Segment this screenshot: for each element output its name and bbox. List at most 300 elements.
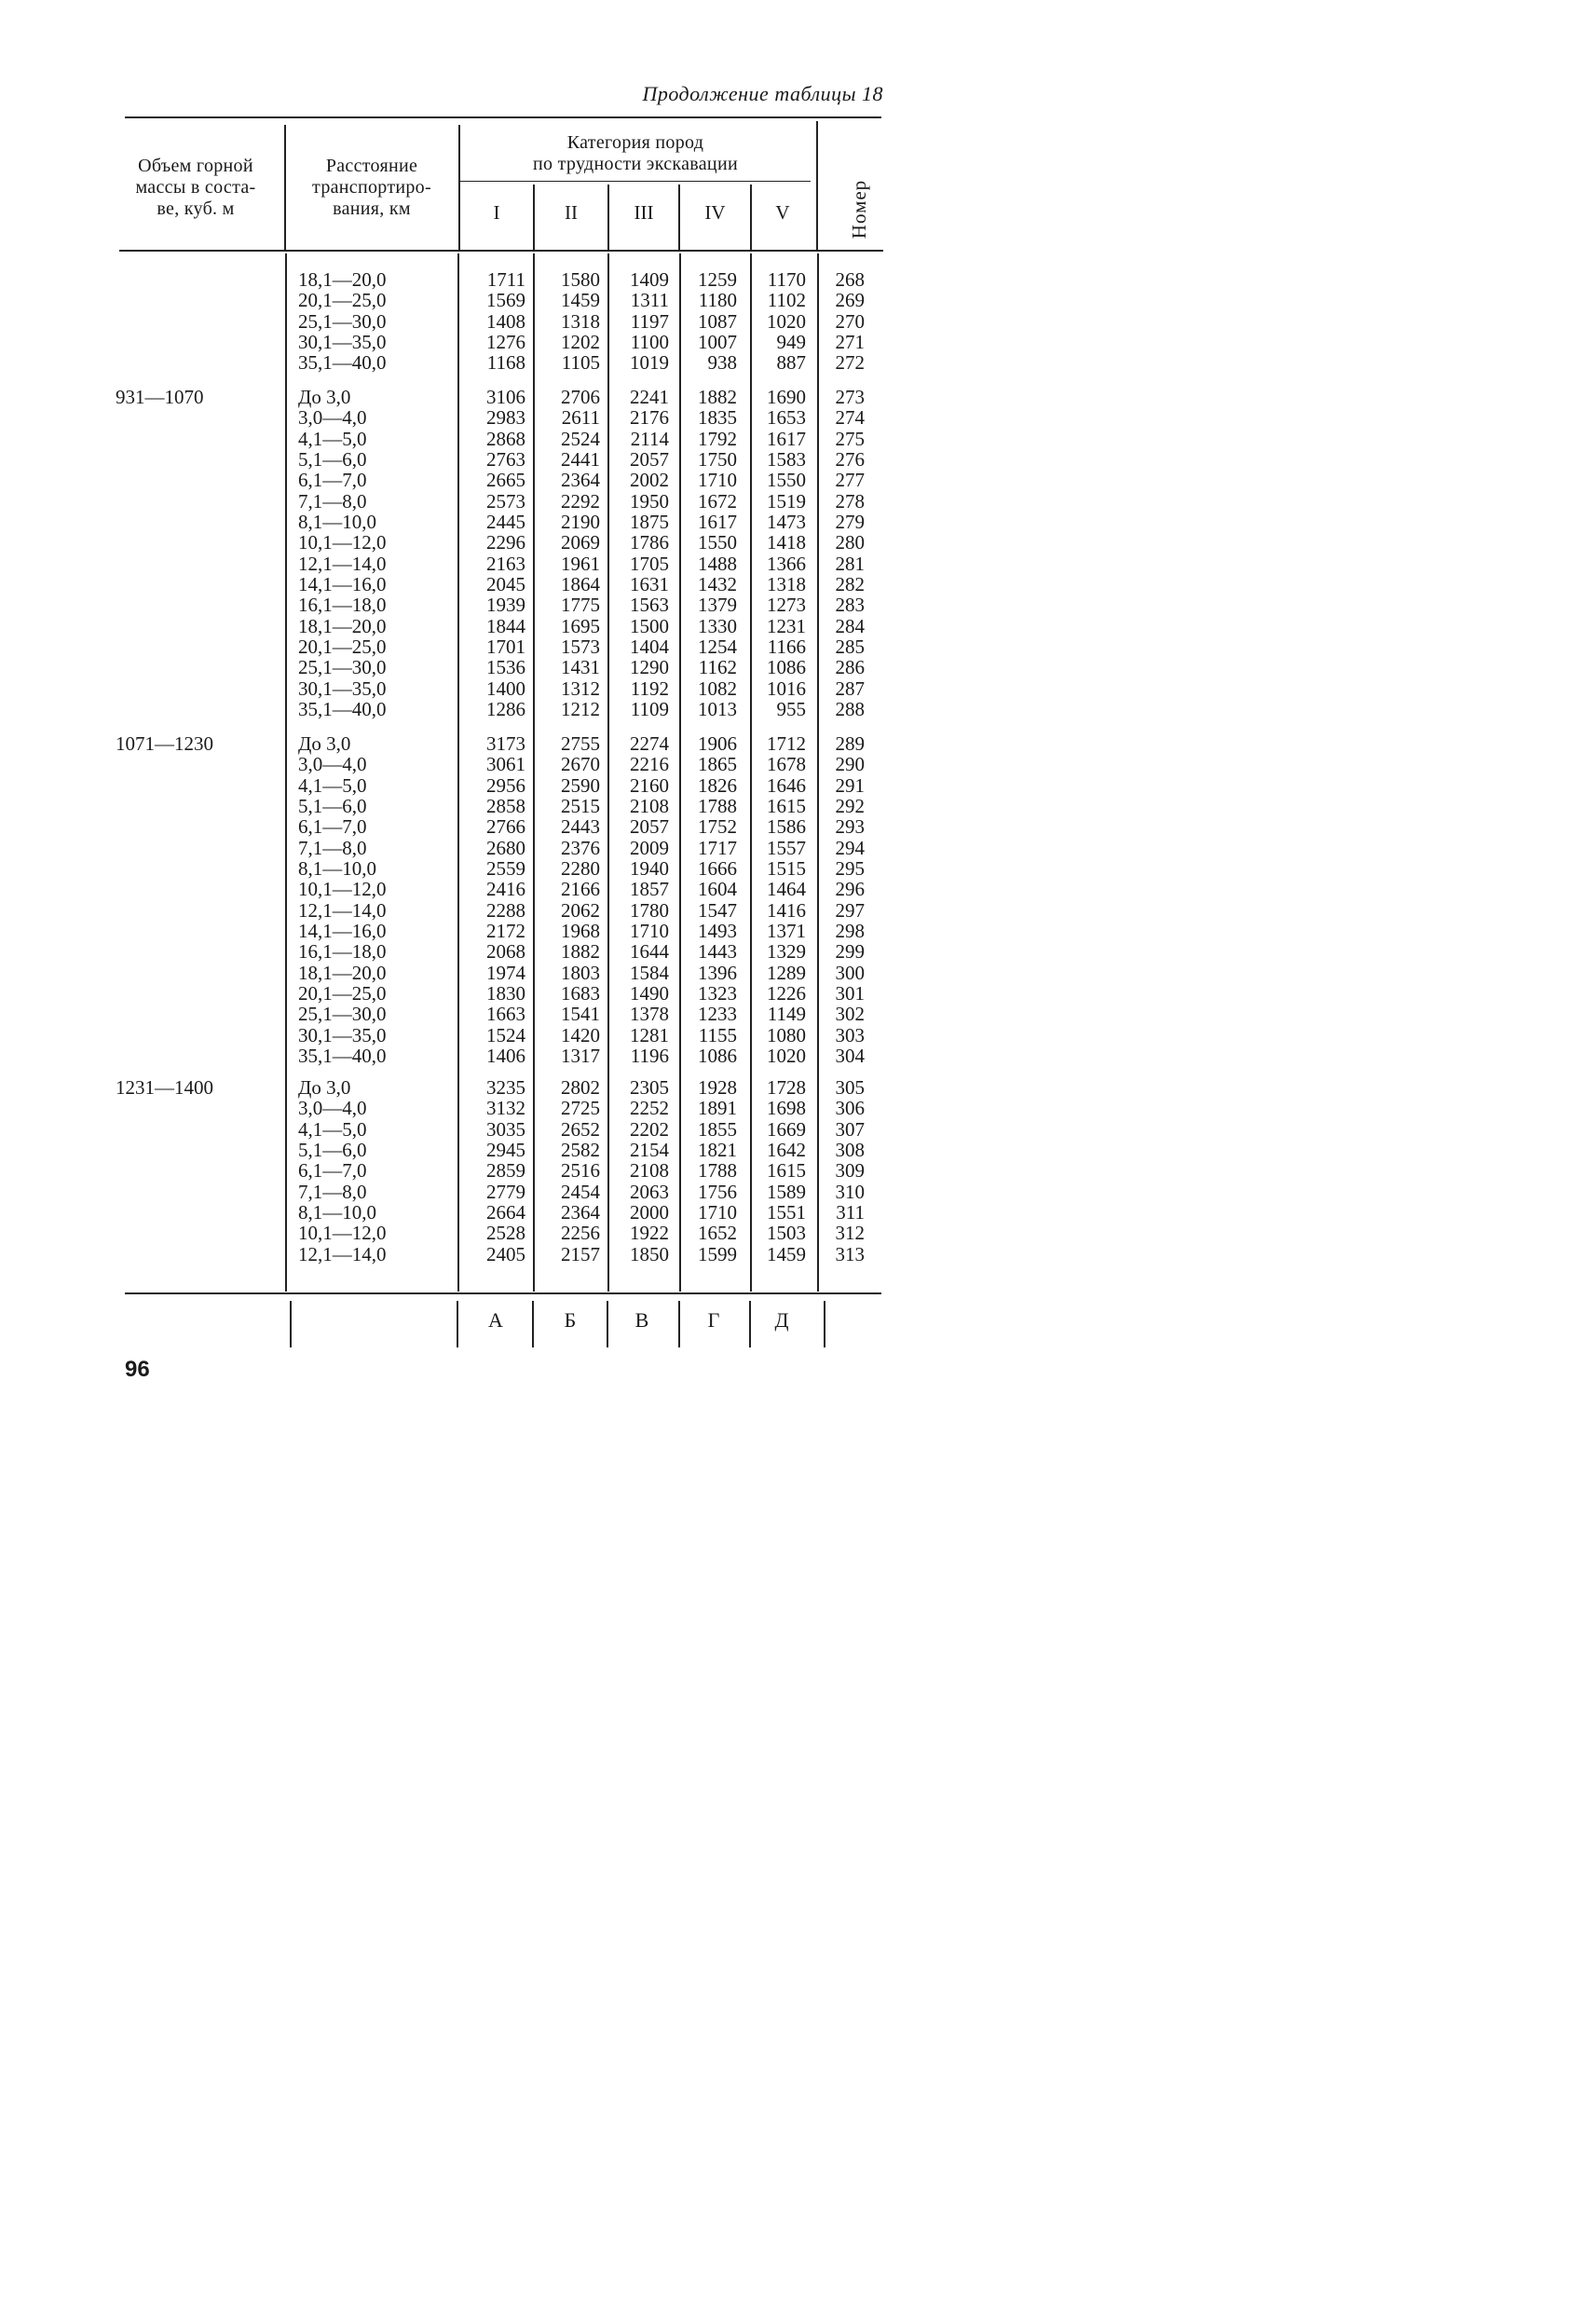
category-2-cell: 1212	[561, 698, 600, 721]
distance-cell: 18,1—20,0	[298, 614, 387, 637]
category-2-cell: 1202	[561, 331, 600, 354]
table-row	[0, 387, 1008, 407]
row-group	[0, 733, 1008, 1067]
row-number-cell: 311	[836, 1201, 865, 1224]
category-label-5: V	[775, 201, 790, 224]
category-3-cell: 2305	[630, 1076, 669, 1099]
category-4-cell: 1710	[698, 469, 737, 492]
distance-cell: 10,1—12,0	[298, 531, 387, 554]
category-5-cell: 1712	[767, 732, 806, 755]
category-3-cell: 1875	[630, 511, 669, 534]
row-number-cell: 297	[835, 898, 865, 922]
table-row	[0, 879, 1008, 899]
row-number-cell: 298	[835, 920, 865, 943]
category-5-cell: 1503	[767, 1222, 806, 1245]
category-3-cell: 1197	[630, 309, 669, 333]
row-number-cell: 279	[835, 511, 865, 534]
category-4-cell: 1599	[698, 1242, 737, 1265]
category-label-4: IV	[704, 201, 726, 224]
category-5-cell: 1642	[767, 1139, 806, 1162]
row-number-cell: 289	[835, 732, 865, 755]
category-2-cell: 2190	[561, 511, 600, 534]
category-2-cell: 2590	[561, 773, 600, 797]
table-row	[0, 754, 1008, 774]
table-row	[0, 983, 1008, 1004]
category-1-cell: 1830	[486, 982, 525, 1005]
category-5-cell: 1669	[767, 1117, 806, 1141]
category-2-cell: 2515	[561, 795, 600, 818]
category-2-cell: 1459	[561, 289, 600, 312]
category-4-cell: 1550	[698, 531, 737, 554]
category-3-cell: 2202	[630, 1117, 669, 1141]
page-number: 96	[125, 1357, 150, 1382]
category-1-cell: 1276	[486, 331, 525, 354]
category-3-cell: 1940	[630, 857, 669, 881]
table-row	[0, 1025, 1008, 1046]
category-1-cell: 2664	[486, 1201, 525, 1224]
category-4-cell: 1155	[698, 1023, 737, 1046]
row-number-cell: 268	[835, 268, 865, 291]
category-3-cell: 1378	[630, 1003, 669, 1026]
category-2-cell: 1803	[561, 961, 600, 984]
distance-cell: 6,1—7,0	[298, 815, 367, 839]
category-2-cell: 1541	[561, 1003, 600, 1026]
distance-cell: 6,1—7,0	[298, 1159, 367, 1183]
category-1-cell: 1701	[486, 636, 525, 659]
footer-divider-2	[457, 1301, 458, 1347]
category-2-cell: 2364	[561, 469, 600, 492]
category-4-cell: 1891	[698, 1097, 737, 1120]
table-row	[0, 1046, 1008, 1066]
category-4-cell: 1488	[698, 552, 737, 575]
distance-cell: 8,1—10,0	[298, 1201, 376, 1224]
category-4-cell: 1717	[698, 836, 737, 859]
category-4-cell: 1865	[698, 753, 737, 776]
row-number-cell: 304	[835, 1045, 865, 1068]
category-4-cell: 1087	[698, 309, 737, 333]
distance-column-header	[293, 156, 451, 220]
category-5-cell: 1678	[767, 753, 806, 776]
distance-cell: 8,1—10,0	[298, 511, 376, 534]
table-row	[0, 678, 1008, 699]
row-number-cell: 287	[835, 677, 865, 700]
category-3-cell: 1311	[630, 289, 669, 312]
row-number-cell: 303	[835, 1023, 865, 1046]
row-number-cell: 295	[835, 857, 865, 881]
distance-cell: 5,1—6,0	[298, 795, 367, 818]
table-row	[0, 512, 1008, 532]
category-1-cell: 2956	[486, 773, 525, 797]
category-4-cell: 1180	[698, 289, 737, 312]
category-3-cell: 2274	[630, 732, 669, 755]
category-1-cell: 2983	[486, 406, 525, 430]
table-row	[0, 1098, 1008, 1118]
category-5-cell: 1016	[767, 677, 806, 700]
category-2-cell: 1431	[561, 656, 600, 679]
category-4-cell: 1928	[698, 1076, 737, 1099]
category-1-cell: 3061	[486, 753, 525, 776]
category-1-cell: 1524	[486, 1023, 525, 1046]
category-3-cell: 2160	[630, 773, 669, 797]
category-2-cell: 1573	[561, 636, 600, 659]
category-2-cell: 2582	[561, 1139, 600, 1162]
category-5-cell: 1464	[767, 878, 806, 901]
table-row	[0, 470, 1008, 490]
table-row	[0, 1182, 1008, 1202]
category-3-cell: 2002	[630, 469, 669, 492]
category-2-cell: 1695	[561, 614, 600, 637]
category-1-cell: 1939	[486, 594, 525, 617]
distance-header-line3: вания, км	[333, 198, 411, 219]
category-4-cell: 1826	[698, 773, 737, 797]
category-1-cell: 2288	[486, 898, 525, 922]
volume-range: 1231—1400	[116, 1076, 213, 1099]
distance-cell: 4,1—5,0	[298, 427, 367, 450]
category-5-cell: 1086	[767, 656, 806, 679]
category-4-cell: 1493	[698, 920, 737, 943]
distance-header-line2: транспортиро-	[312, 177, 431, 198]
category-3-cell: 1850	[630, 1242, 669, 1265]
category-1-cell: 2172	[486, 920, 525, 943]
category-1-cell: 2766	[486, 815, 525, 839]
table-row	[0, 657, 1008, 677]
category-2-cell: 1317	[561, 1045, 600, 1068]
table-row	[0, 1160, 1008, 1181]
distance-cell: 30,1—35,0	[298, 677, 387, 700]
distance-cell: 3,0—4,0	[298, 1097, 367, 1120]
volume-header-line1: Объем горной	[138, 156, 253, 176]
category-5-cell: 1273	[767, 594, 806, 617]
category-2-cell: 2454	[561, 1180, 600, 1203]
number-column-header: Номер	[848, 179, 871, 239]
category-1-cell: 2945	[486, 1139, 525, 1162]
category-1-cell: 2573	[486, 489, 525, 513]
row-number-cell: 306	[835, 1097, 865, 1120]
category-1-cell: 3132	[486, 1097, 525, 1120]
category-3-cell: 1196	[630, 1045, 669, 1068]
category-2-cell: 1882	[561, 940, 600, 964]
category-3-cell: 1705	[630, 552, 669, 575]
row-number-cell: 271	[835, 331, 865, 354]
category-4-cell: 1379	[698, 594, 737, 617]
header-divider-number	[816, 121, 818, 250]
category-2-cell: 2516	[561, 1159, 600, 1183]
category-2-cell: 2443	[561, 815, 600, 839]
category-3-cell: 1563	[630, 594, 669, 617]
row-number-cell: 305	[835, 1076, 865, 1099]
category-3-cell: 1631	[630, 573, 669, 596]
category-5-cell: 1329	[767, 940, 806, 964]
distance-cell: 20,1—25,0	[298, 289, 387, 312]
category-1-cell: 2858	[486, 795, 525, 818]
row-number-cell: 273	[835, 386, 865, 408]
category-3-cell: 1290	[630, 656, 669, 679]
category-1-cell: 1406	[486, 1045, 525, 1068]
category-3-cell: 2057	[630, 815, 669, 839]
category-1-cell: 1711	[486, 268, 525, 291]
distance-cell: 3,0—4,0	[298, 753, 367, 776]
category-3-cell: 2108	[630, 1159, 669, 1183]
distance-cell: 35,1—40,0	[298, 1045, 387, 1068]
table-row	[0, 1244, 1008, 1265]
category-1-cell: 3173	[486, 732, 525, 755]
category-1-cell: 1844	[486, 614, 525, 637]
distance-cell: 20,1—25,0	[298, 636, 387, 659]
volume-range: 1071—1230	[116, 732, 213, 755]
category-5-cell: 1728	[767, 1076, 806, 1099]
category-3-cell: 1500	[630, 614, 669, 637]
category-3-cell: 2216	[630, 753, 669, 776]
category-5-cell: 1102	[767, 289, 806, 312]
category-1-cell: 2665	[486, 469, 525, 492]
category-5-cell: 1231	[767, 614, 806, 637]
category-4-cell: 1086	[698, 1045, 737, 1068]
category-1-cell: 2296	[486, 531, 525, 554]
row-number-cell: 275	[835, 427, 865, 450]
category-5-cell: 1371	[767, 920, 806, 943]
category-3-cell: 2000	[630, 1201, 669, 1224]
category-5-cell: 1289	[767, 961, 806, 984]
table-row	[0, 290, 1008, 310]
row-number-cell: 281	[835, 552, 865, 575]
footer-letter-4: Г	[707, 1308, 720, 1332]
category-3-cell: 1192	[630, 677, 669, 700]
category-3-cell: 2241	[630, 386, 669, 408]
category-4-cell: 1752	[698, 815, 737, 839]
table-row	[0, 1077, 1008, 1098]
footer-letter-3: В	[634, 1308, 649, 1332]
row-number-cell: 277	[835, 469, 865, 492]
category-3-cell: 2063	[630, 1180, 669, 1203]
category-5-cell: 955	[776, 698, 806, 721]
category-4-cell: 1788	[698, 795, 737, 818]
distance-cell: 14,1—16,0	[298, 573, 387, 596]
category-4-cell: 1323	[698, 982, 737, 1005]
category-5-cell: 1615	[767, 795, 806, 818]
table-row	[0, 532, 1008, 553]
category-4-cell: 1233	[698, 1003, 737, 1026]
category-1-cell: 2045	[486, 573, 525, 596]
category-3-cell: 1644	[630, 940, 669, 964]
category-1-cell: 2680	[486, 836, 525, 859]
distance-header-line1: Расстояние	[325, 156, 418, 176]
category-1-cell: 2405	[486, 1242, 525, 1265]
category-5-cell: 1617	[767, 427, 806, 450]
distance-cell: 25,1—30,0	[298, 309, 387, 333]
category-5-cell: 1149	[767, 1003, 806, 1026]
category-1-cell: 2528	[486, 1222, 525, 1245]
row-number-cell: 308	[835, 1139, 865, 1162]
category-2-cell: 1105	[561, 351, 600, 375]
distance-cell: 35,1—40,0	[298, 351, 387, 375]
footer-letter-5: Д	[774, 1308, 789, 1332]
category-2-cell: 1318	[561, 309, 600, 333]
table-row	[0, 775, 1008, 796]
distance-cell: До 3,0	[298, 732, 351, 755]
distance-cell: 10,1—12,0	[298, 1222, 387, 1245]
table-row	[0, 1119, 1008, 1140]
row-number-cell: 313	[835, 1242, 865, 1265]
category-5-cell: 1366	[767, 552, 806, 575]
table-row	[0, 491, 1008, 512]
category-1-cell: 3235	[486, 1076, 525, 1099]
distance-cell: 6,1—7,0	[298, 469, 367, 492]
category-2-cell: 2524	[561, 427, 600, 450]
table-row	[0, 1140, 1008, 1160]
table-row	[0, 616, 1008, 636]
distance-cell: До 3,0	[298, 1076, 351, 1099]
row-number-cell: 299	[835, 940, 865, 964]
category-5-cell: 949	[776, 331, 806, 354]
row-number-cell: 309	[835, 1159, 865, 1183]
category-2-cell: 2725	[561, 1097, 600, 1120]
table-row	[0, 963, 1008, 983]
category-5-cell: 1646	[767, 773, 806, 797]
category-5-cell: 1473	[767, 511, 806, 534]
category-3-cell: 1490	[630, 982, 669, 1005]
table-row	[0, 269, 1008, 290]
distance-cell: 30,1—35,0	[298, 331, 387, 354]
row-number-cell: 312	[835, 1222, 865, 1245]
row-number-cell: 286	[835, 656, 865, 679]
category-5-cell: 1020	[767, 309, 806, 333]
category-header-line1: Категория пород	[566, 132, 704, 153]
category-2-cell: 2706	[561, 386, 600, 408]
category-1-cell: 1569	[486, 289, 525, 312]
table-top-rule	[125, 116, 881, 118]
category-1-cell: 2068	[486, 940, 525, 964]
category-3-cell: 2009	[630, 836, 669, 859]
category-2-cell: 1420	[561, 1023, 600, 1046]
row-number-cell: 301	[835, 982, 865, 1005]
category-4-cell: 1162	[698, 656, 737, 679]
category-1-cell: 2868	[486, 427, 525, 450]
category-1-cell: 1663	[486, 1003, 525, 1026]
distance-cell: 4,1—5,0	[298, 773, 367, 797]
distance-cell: 30,1—35,0	[298, 1023, 387, 1046]
distance-cell: 25,1—30,0	[298, 1003, 387, 1026]
category-4-cell: 1617	[698, 511, 737, 534]
category-label-1: I	[493, 201, 500, 224]
category-5-cell: 1166	[767, 636, 806, 659]
category-1-cell: 2416	[486, 878, 525, 901]
row-number-cell: 302	[835, 1003, 865, 1026]
distance-cell: 7,1—8,0	[298, 1180, 367, 1203]
category-2-cell: 1968	[561, 920, 600, 943]
volume-header-line2: массы в соста-	[135, 177, 256, 198]
category-4-cell: 938	[707, 351, 737, 375]
row-number-cell: 278	[835, 489, 865, 513]
table-row	[0, 554, 1008, 574]
category-4-cell: 1750	[698, 448, 737, 472]
category-1-cell: 2445	[486, 511, 525, 534]
category-3-cell: 2176	[630, 406, 669, 430]
category-header-rule	[460, 181, 811, 182]
category-1-cell: 2163	[486, 552, 525, 575]
table-row	[0, 733, 1008, 754]
category-1-cell: 3035	[486, 1117, 525, 1141]
header-divider-volume	[284, 125, 286, 250]
category-3-cell: 1281	[630, 1023, 669, 1046]
category-5-cell: 1226	[767, 982, 806, 1005]
category-2-cell: 2256	[561, 1222, 600, 1245]
table-row	[0, 311, 1008, 332]
category-2-cell: 2652	[561, 1117, 600, 1141]
row-group	[0, 269, 1008, 374]
footer-letter-1: А	[488, 1308, 503, 1332]
category-4-cell: 1821	[698, 1139, 737, 1162]
category-3-cell: 1109	[630, 698, 669, 721]
distance-cell: 5,1—6,0	[298, 448, 367, 472]
category-1-cell: 1168	[486, 351, 525, 375]
category-4-cell: 1835	[698, 406, 737, 430]
row-number-cell: 288	[835, 698, 865, 721]
table-row	[0, 1223, 1008, 1243]
category-4-cell: 1792	[698, 427, 737, 450]
row-number-cell: 292	[835, 795, 865, 818]
category-3-cell: 2114	[630, 427, 669, 450]
row-number-cell: 274	[835, 406, 865, 430]
category-1-cell: 1400	[486, 677, 525, 700]
category-4-cell: 1666	[698, 857, 737, 881]
category-1-cell: 2859	[486, 1159, 525, 1183]
category-3-cell: 2252	[630, 1097, 669, 1120]
category-5-cell: 1690	[767, 386, 806, 408]
category-2-cell: 2364	[561, 1201, 600, 1224]
category-2-cell: 2069	[561, 531, 600, 554]
category-4-cell: 1882	[698, 386, 737, 408]
row-group	[0, 387, 1008, 720]
category-4-cell: 1082	[698, 677, 737, 700]
row-number-cell: 291	[835, 773, 865, 797]
category-4-cell: 1710	[698, 1201, 737, 1224]
category-4-cell: 1259	[698, 268, 737, 291]
distance-cell: 3,0—4,0	[298, 406, 367, 430]
category-3-cell: 1786	[630, 531, 669, 554]
category-3-cell: 1950	[630, 489, 669, 513]
row-number-cell: 272	[835, 351, 865, 375]
row-number-cell: 294	[835, 836, 865, 859]
category-1-cell: 1974	[486, 961, 525, 984]
category-5-cell: 1080	[767, 1023, 806, 1046]
category-1-cell: 3106	[486, 386, 525, 408]
footer-divider-7	[824, 1301, 825, 1347]
category-5-cell: 1698	[767, 1097, 806, 1120]
table-row	[0, 429, 1008, 449]
table-row	[0, 1004, 1008, 1024]
category-5-cell: 1589	[767, 1180, 806, 1203]
category-2-cell: 2292	[561, 489, 600, 513]
distance-cell: 16,1—18,0	[298, 940, 387, 964]
row-number-cell: 283	[835, 594, 865, 617]
category-2-cell: 2670	[561, 753, 600, 776]
distance-cell: 18,1—20,0	[298, 961, 387, 984]
row-number-cell: 296	[835, 878, 865, 901]
table-row	[0, 699, 1008, 719]
category-2-cell: 2157	[561, 1242, 600, 1265]
category-2-cell: 2611	[561, 406, 600, 430]
category-5-cell: 1020	[767, 1045, 806, 1068]
distance-cell: 10,1—12,0	[298, 878, 387, 901]
category-1-cell: 2559	[486, 857, 525, 881]
category-3-cell: 1922	[630, 1222, 669, 1245]
table-row	[0, 407, 1008, 428]
table-caption: Продолжение таблицы 18	[642, 82, 883, 105]
category-3-cell: 1019	[630, 351, 669, 375]
table-row	[0, 595, 1008, 615]
category-4-cell: 1547	[698, 898, 737, 922]
table-row	[0, 352, 1008, 373]
